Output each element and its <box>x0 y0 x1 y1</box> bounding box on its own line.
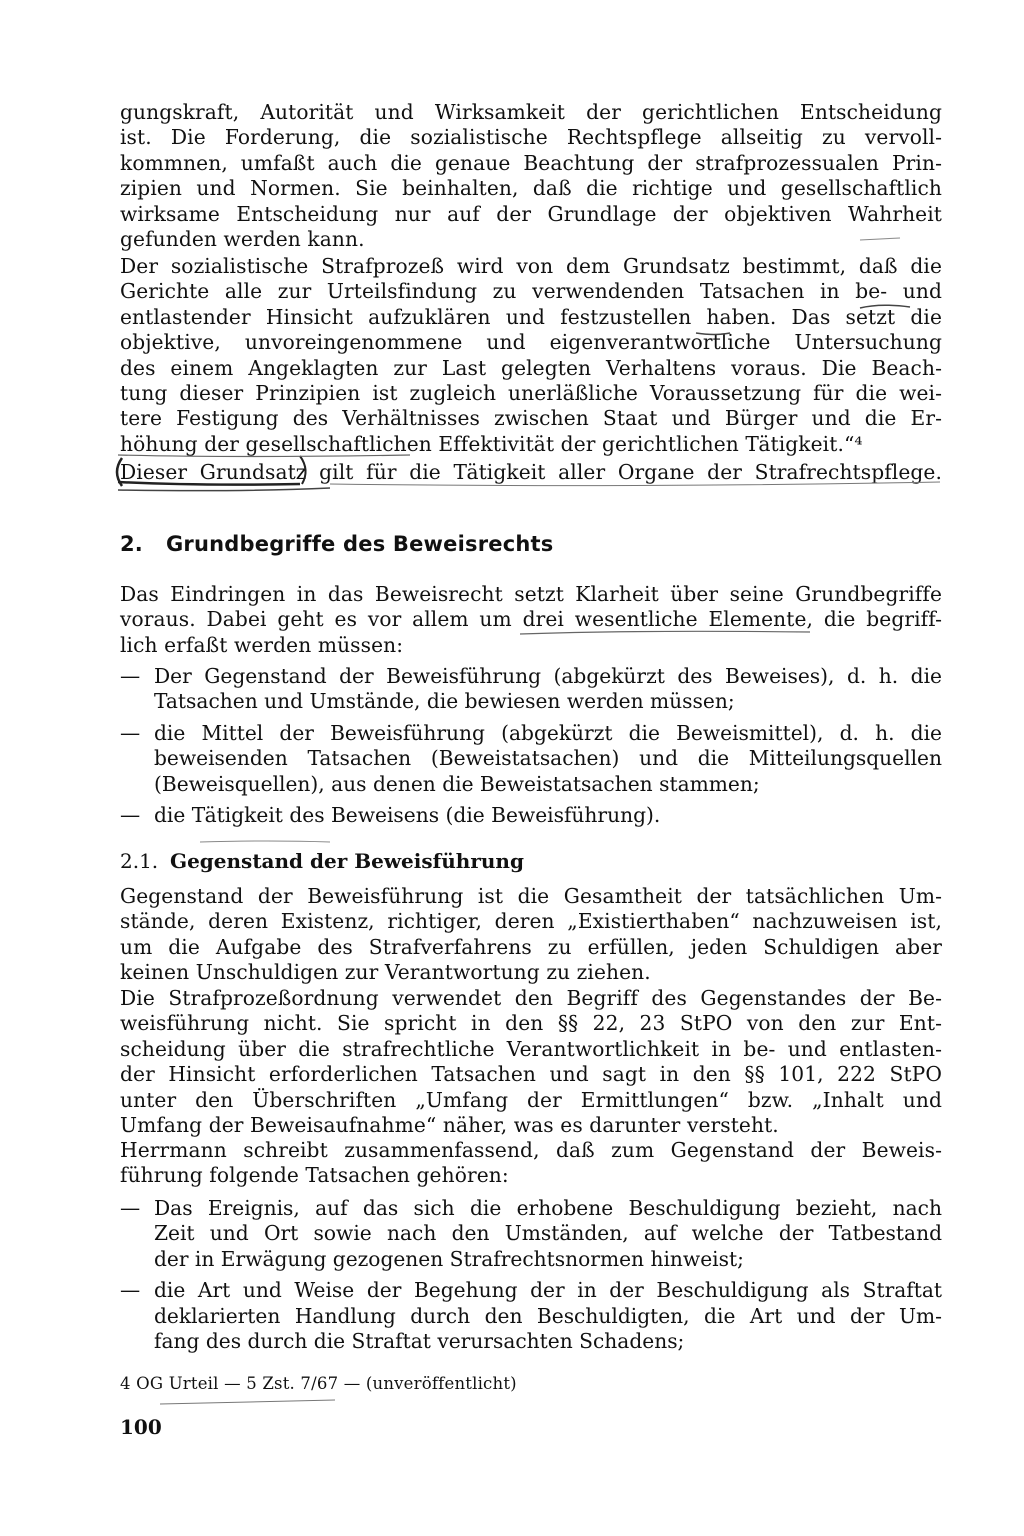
list-dash: — <box>120 1278 141 1303</box>
text-line: deklarierten Handlung durch den Beschuldigten, die Art und der Um- <box>154 1303 942 1328</box>
text-line: voraus. Dabei geht es vor allem um drei wesentliche Elemente, die begriff- <box>120 607 942 632</box>
text-line: höhung der gesellschaftlichen Effektivität der gerichtlichen Tätigkeit.“⁴ <box>120 431 863 456</box>
text-line: beweisenden Tatsachen (Beweistatsachen) und die Mitteilungsquellen <box>154 746 942 771</box>
text-line: die Mittel der Beweisführung (abgekürzt die Beweismittel), d. h. die <box>154 720 942 745</box>
paragraph-quote <box>120 254 942 457</box>
text-line: zipien und Normen. Sie beinhalten, daß die richtige und gesellschaftlich <box>120 176 942 201</box>
text-line: um die Aufgabe des Strafverfahrens zu erfüllen, jeden Schuldigen aber <box>120 934 942 959</box>
subsection-heading <box>120 849 524 873</box>
paragraph-herrmann <box>120 1138 942 1189</box>
text-line: objektive, unvoreingenommene und eigenverantwortliche Untersuchung <box>120 330 942 355</box>
text-line: scheidung über die strafrechtliche Verantwortlichkeit in be- und entlasten- <box>120 1036 942 1061</box>
text-line: der in Erwägung gezogenen Strafrechtsnormen hinweist; <box>154 1246 744 1271</box>
text-line: keinen Unschuldigen zur Verantwortung zu ziehen. <box>120 960 651 985</box>
underline-mark <box>160 1400 335 1404</box>
text-line: ist. Die Forderung, die sozialistische Rechtspflege allseitig zu vervoll- <box>120 125 942 150</box>
text-line: der Hinsicht erforderlichen Tatsachen und sagt in den §§ 101, 222 StPO <box>120 1062 942 1087</box>
text-line: Gegenstand der Beweisführung ist die Gesamtheit der tatsächlichen Um- <box>120 884 942 908</box>
list-dash: — <box>120 803 141 828</box>
text-line: tung dieser Prinzipien ist zugleich unerläßliche Voraussetzung für die wei- <box>120 381 942 406</box>
text-line: Gerichte alle zur Urteilsfindung zu verwendenden Tatsachen in be- und <box>120 279 942 304</box>
list-dash: — <box>120 1196 141 1220</box>
text-line: Dieser Grundsatz gilt für die Tätigkeit aller Organe der Strafrechtspflege. <box>120 460 942 484</box>
text-line: des einem Angeklagten zur Last gelegten Verhaltens voraus. Die Beach- <box>120 355 942 380</box>
text-line: Das Eindringen in das Beweisrecht setzt Klarheit über seine Grundbegriffe <box>120 582 942 606</box>
list-item <box>120 1196 942 1272</box>
text-line: gefunden werden kann. <box>120 227 365 252</box>
text-line: gungskraft, Autorität und Wirksamkeit der gerichtlichen Entscheidung <box>120 100 942 124</box>
paragraph-stpo <box>120 986 942 1138</box>
text-line: lich erfaßt werden müssen: <box>120 632 404 657</box>
paragraph-definition <box>120 884 942 986</box>
text-line: tere Festigung des Verhältnisses zwischen Staat und Bürger und die Er- <box>120 406 942 431</box>
underline-mark <box>118 488 330 491</box>
text-line: die Tätigkeit des Beweisens (die Beweisführung). <box>154 803 661 828</box>
text-line: Der Gegenstand der Beweisführung (abgekürzt des Beweises), d. h. die <box>154 664 942 688</box>
list-item <box>120 721 942 797</box>
elements-list <box>120 664 942 834</box>
section-title: Grundbegriffe des Beweisrechts <box>166 532 554 556</box>
text-line: unter den Überschriften „Umfang der Ermittlungen“ bzw. „Inhalt und <box>120 1087 942 1112</box>
section-heading <box>120 532 553 556</box>
text-line: fang des durch die Straftat verursachten Schadens; <box>154 1329 685 1354</box>
section-number: 2. <box>120 532 143 556</box>
text-line: wirksame Entscheidung nur auf der Grundlage der objektiven Wahrheit <box>120 201 942 226</box>
text-line: Die Strafprozeßordnung verwendet den Begriff des Gegenstandes der Be- <box>120 986 942 1010</box>
text-line: Tatsachen und Umstände, die bewiesen werden müssen; <box>154 689 735 714</box>
paragraph-principle <box>120 460 942 485</box>
page-number: 100 <box>120 1415 162 1439</box>
list-dash: — <box>120 664 141 688</box>
facts-list <box>120 1196 942 1360</box>
text-line: Umfang der Beweisaufnahme“ näher, was es darunter versteht. <box>120 1113 779 1138</box>
text-line: Zeit und Ort sowie nach den Umständen, auf welche der Tatbestand <box>154 1221 942 1246</box>
text-line: entlastender Hinsicht aufzuklären und festzustellen haben. Das setzt die <box>120 304 942 329</box>
list-item <box>120 1278 942 1354</box>
footnote: 4 OG Urteil — 5 Zst. 7/67 — (unveröffentlicht) <box>120 1374 517 1393</box>
text-line: die Art und Weise der Begehung der in der Beschuldigung als Straftat <box>154 1278 942 1303</box>
text-line: Der sozialistische Strafprozeß wird von dem Grundsatz bestimmt, daß die <box>120 254 942 278</box>
text-line: Herrmann schreibt zusammenfassend, daß zum Gegenstand der Beweis- <box>120 1138 942 1162</box>
list-dash: — <box>120 720 141 745</box>
subsection-title: Gegenstand der Beweisführung <box>170 849 524 873</box>
list-item <box>120 803 942 828</box>
text-line: kommnen, umfaßt auch die genaue Beachtung der strafprozessualen Prin- <box>120 150 942 175</box>
underline-mark <box>200 841 330 842</box>
paragraph-basics <box>120 582 942 658</box>
text-line: weisführung nicht. Sie spricht in den §§ 22, 23 StPO von den zur Ent- <box>120 1011 942 1036</box>
text-line: Das Ereignis, auf das sich die erhobene Beschuldigung bezieht, nach <box>154 1196 942 1220</box>
text-line: (Beweisquellen), aus denen die Beweistatsachen stammen; <box>154 771 760 796</box>
paragraph-intro-continued <box>120 100 942 252</box>
text-line: stände, deren Existenz, richtiger, deren „Existierthaben“ nachzuweisen ist, <box>120 909 942 934</box>
list-item <box>120 664 942 715</box>
subsection-number: 2.1. <box>120 849 159 873</box>
text-line: führung folgende Tatsachen gehören: <box>120 1163 509 1188</box>
